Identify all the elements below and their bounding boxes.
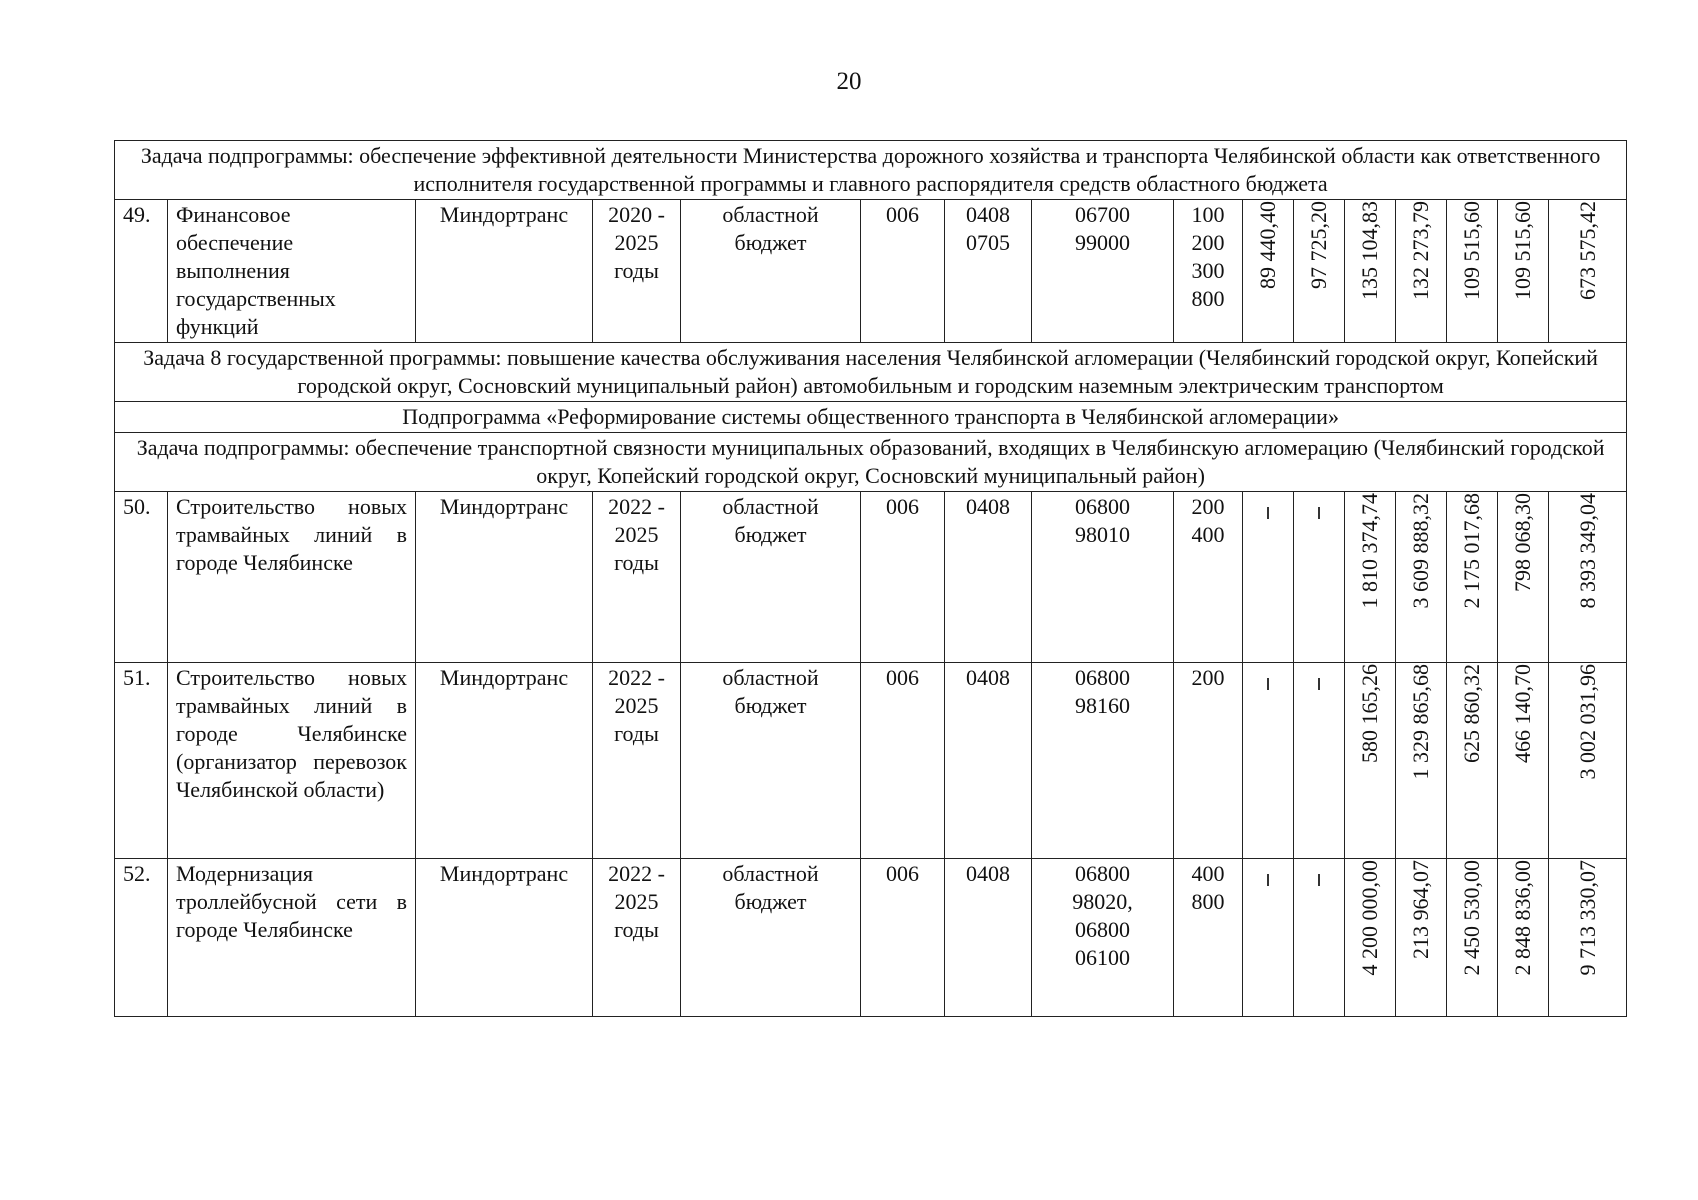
expense-type-code: 200 400: [1191, 494, 1225, 547]
amount-2025: 109 515,60: [1510, 201, 1535, 300]
period: 2022 - 2025 годы: [608, 494, 665, 575]
executor: Миндортранс: [416, 492, 593, 663]
amount-2025: 2 848 836,00: [1510, 860, 1535, 976]
task-subprogram-heading: Задача подпрограммы: обеспечение транспортной связности муниципальных образований, входящих в Челябинскую агломерацию (Челябинский городской округ, Копейский городской округ, Сосновский муниципальный район): [115, 433, 1627, 492]
amount-2024: 109 515,60: [1459, 201, 1484, 300]
amount-2021-empty: [1318, 507, 1320, 519]
amount-2021: 97 725,20: [1306, 201, 1331, 289]
section-row: [115, 433, 1627, 492]
grbs-code: 006: [861, 492, 945, 663]
amount-2020-empty: [1267, 874, 1269, 886]
section-code: 0408: [966, 665, 1010, 690]
target-article-code: 06800 98020, 06800 06100: [1072, 861, 1133, 970]
grbs-code: 006: [861, 859, 945, 1017]
amount-total: 673 575,42: [1574, 201, 1600, 300]
target-article-code: 06800 98160: [1075, 665, 1130, 718]
row-number: 52.: [115, 859, 168, 1017]
amount-total: 8 393 349,04: [1574, 493, 1600, 609]
amount-2022: 580 165,26: [1357, 664, 1382, 763]
section-row: [115, 141, 1627, 200]
period: 2020 - 2025 годы: [608, 202, 665, 283]
table-row: [115, 492, 1627, 663]
section-row: [115, 402, 1627, 433]
section-code: 0408: [966, 861, 1010, 886]
event-name: Модернизация троллейбусной сети в городе Челябинске: [168, 859, 416, 1017]
amount-2023: 132 273,79: [1408, 201, 1433, 300]
executor: Миндортранс: [416, 663, 593, 859]
row-number: 51.: [115, 663, 168, 859]
amount-2021-empty: [1318, 678, 1320, 690]
table-row: [115, 859, 1627, 1017]
grbs-code: 006: [861, 663, 945, 859]
event-name: Финансовое обеспечение выполнения государственных функций: [168, 200, 416, 343]
amount-2020-empty: [1267, 678, 1269, 690]
program-table: [114, 140, 1627, 1017]
expense-type-code: 200: [1191, 665, 1225, 690]
amount-2023: 3 609 888,32: [1408, 493, 1433, 609]
amount-2020: 89 440,40: [1255, 201, 1280, 289]
row-number: 50.: [115, 492, 168, 663]
amount-2025: 466 140,70: [1510, 664, 1535, 763]
target-article-code: 06800 98010: [1075, 494, 1130, 547]
table-row: [115, 663, 1627, 859]
task-subprogram-heading: Задача подпрограммы: обеспечение эффективной деятельности Министерства дорожного хозяйства и транспорта Челябинской области как ответственного исполнителя государственной программы и главного распорядителя средств областного бюджета: [115, 141, 1627, 200]
funding-source: областной бюджет: [722, 861, 819, 914]
grbs-code: 006: [861, 200, 945, 343]
state-program-task-heading: Задача 8 государственной программы: повышение качества обслуживания населения Челябинской агломерации (Челябинский городской округ, Копейский городской округ, Сосновский муниципальный район) автомобильным и городским наземным электрическим транспортом: [115, 343, 1627, 402]
amount-2020-empty: [1267, 507, 1269, 519]
table-row: [115, 200, 1627, 343]
expense-type-code: 400 800: [1191, 861, 1225, 914]
period: 2022 - 2025 годы: [608, 665, 665, 746]
section-code: 0408 0705: [966, 202, 1010, 255]
amount-2024: 2 175 017,68: [1459, 493, 1484, 609]
section-row: [115, 343, 1627, 402]
executor: Миндортранс: [416, 200, 593, 343]
funding-source: областной бюджет: [722, 202, 819, 255]
amount-2021-empty: [1318, 874, 1320, 886]
amount-2024: 2 450 530,00: [1459, 860, 1484, 976]
event-name: Строительство новых трамвайных линий в городе Челябинске: [168, 492, 416, 663]
amount-total: 9 713 330,07: [1574, 860, 1600, 976]
row-number: 49.: [115, 200, 168, 343]
target-article-code: 06700 99000: [1075, 202, 1130, 255]
funding-source: областной бюджет: [722, 494, 819, 547]
period: 2022 - 2025 годы: [608, 861, 665, 942]
amount-total: 3 002 031,96: [1574, 664, 1600, 780]
expense-type-code: 100 200 300 800: [1191, 202, 1225, 311]
amount-2023: 213 964,07: [1408, 860, 1433, 959]
subprogram-heading: Подпрограмма «Реформирование системы общественного транспорта в Челябинской агломерации»: [115, 402, 1627, 433]
amount-2022: 4 200 000,00: [1357, 860, 1382, 976]
amount-2022: 135 104,83: [1357, 201, 1382, 300]
amount-2025: 798 068,30: [1510, 493, 1535, 592]
amount-2023: 1 329 865,68: [1408, 664, 1433, 780]
page-number: 20: [836, 68, 862, 95]
funding-source: областной бюджет: [722, 665, 819, 718]
executor: Миндортранс: [416, 859, 593, 1017]
amount-2022: 1 810 374,74: [1357, 493, 1382, 609]
amount-2024: 625 860,32: [1459, 664, 1484, 763]
section-code: 0408: [966, 494, 1010, 519]
event-name: Строительство новых трамвайных линий в городе Челябинске (организатор перевозок Челябинской области): [168, 663, 416, 859]
